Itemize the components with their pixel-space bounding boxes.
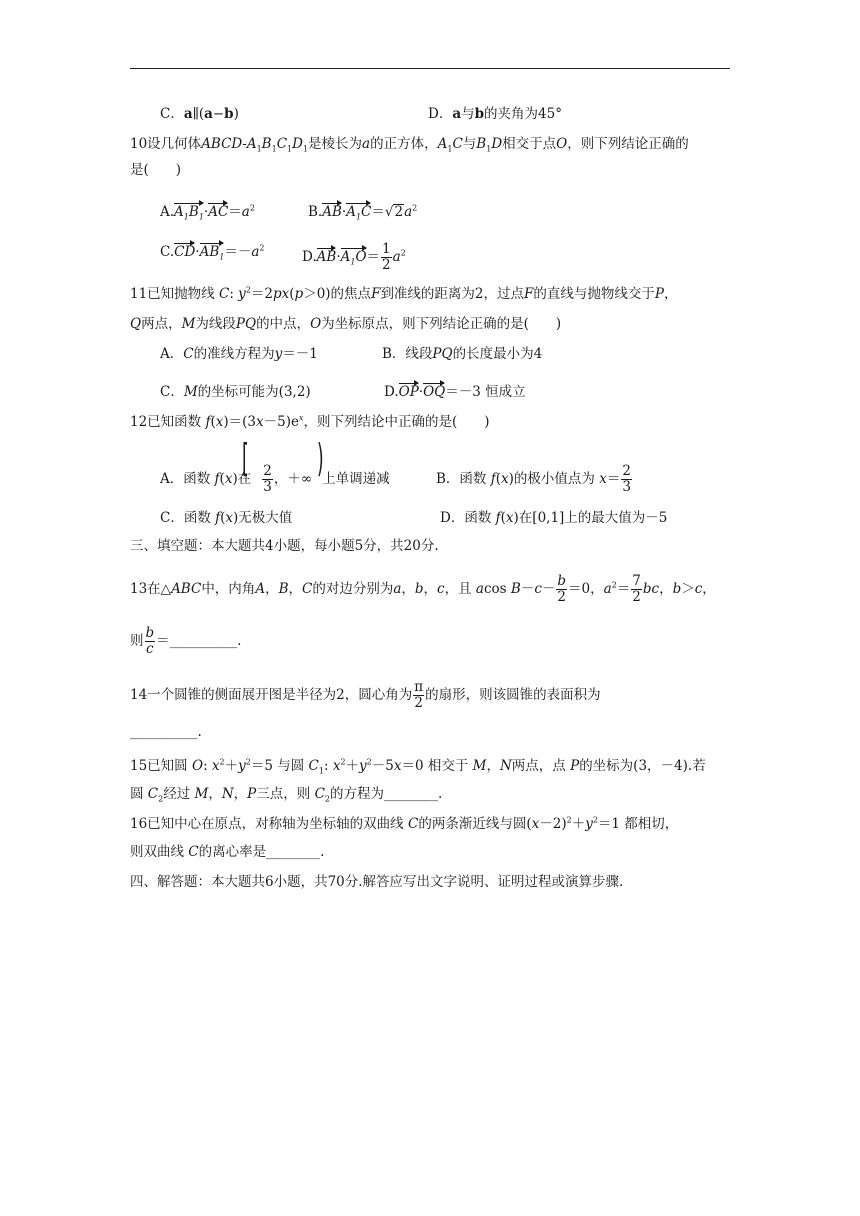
q10-option-c: $C.CD\cdot AB_1=-a^2$: [160, 243, 265, 262]
q10-stem-line2: 是( ): [130, 162, 182, 178]
q14-stem-line2: __________.: [130, 724, 202, 740]
q9-option-d: D．a与b的夹角为45°: [428, 106, 562, 122]
q12-option-a: A．函数 f(x)在 $\frac{2}{3}$ ，＋∞ 上单调递减: [160, 463, 390, 495]
q11-stem-line1: 11已知抛物线 C: $y^2=2px(p>0)$的焦点F到准线的距离为2，过点F的直线与抛物线交于P，: [130, 285, 678, 302]
q10-option-b: $B.AB\cdot A_1C=√2a^2$: [308, 203, 418, 222]
section-3-heading: 三、填空题：本大题共4小题，每小题5分，共20分.: [130, 538, 439, 554]
q11-option-a: A．C的准线方程为y＝－1: [160, 346, 318, 362]
q11-stem-line2: Q两点，M为线段PQ的中点，O为坐标原点，则下列结论正确的是( ): [130, 316, 562, 332]
q12-option-d: D．函数 f(x)在[0,1]上的最大值为－5: [440, 510, 668, 526]
q12-option-b: B．函数 f(x)的极小值点为 x＝ $\frac{2}{3}$: [436, 463, 631, 495]
q12-bracket-left: [: [242, 436, 249, 480]
q12-stem: 12已知函数 $f(x)=(3x-5)e^x$，则下列结论中正确的是( ): [130, 413, 490, 430]
q13-stem-line2: 则 $\frac{b}{c}$ ＝__________.: [130, 625, 242, 657]
q12-option-c: C．函数 f(x)无极大值: [160, 510, 293, 526]
q16-stem-line2: 则双曲线 C的离心率是________.: [130, 844, 325, 860]
q13-stem-line1: 13在△ABC中，内角A，B，C的对边分别为a，b，c，且 acos B－c－ $\frac{b}{2}$ ＝0，$a^2=$ $\frac{7}{2}$ bc，b＞c，: [130, 573, 716, 605]
section-4-heading: 四、解答题：本大题共6小题，共70分.解答应写出文字说明、证明过程或演算步骤.: [130, 874, 624, 890]
q10-stem-line1: 10设几何体ABCD-$A_1B_1C_1D_1$是棱长为a的正方体，$A_1C$与$B_1D$相交于点O，则下列结论正确的: [130, 136, 689, 154]
q11-option-b: B．线段PQ的长度最小为4: [382, 346, 543, 362]
q15-stem-line1: 15已知圆 O: $x^2+y^2=5$ 与圆 $C_1$: $x^2+y^2-5x=0$ 相交于 M，N两点，点 P的坐标为(3，－4).若: [130, 757, 706, 776]
q10-option-d: $D.AB\cdot A_1O=$ $\frac{1}{2}$ $a^2$: [302, 241, 406, 273]
q11-option-d: D.OP·OQ＝－3 恒成立: [384, 384, 526, 400]
q9-option-c: C．a∥(a−b): [160, 106, 239, 122]
q12-bracket-right: ): [317, 436, 324, 480]
q15-stem-line2: 圆 $C_2$经过 M，N，P三点，则 $C_2$的方程为________.: [130, 786, 443, 804]
q16-stem-line1: 16已知中心在原点，对称轴为坐标轴的双曲线 C的两条渐近线与圆$(x-2)^2+y^2=1$ 都相切，: [130, 815, 679, 832]
q11-option-c: C．M的坐标可能为(3,2): [160, 384, 311, 400]
q10-option-a: $A.A_1B_1\cdot AC=a^2$: [160, 203, 255, 222]
header-rule: [130, 68, 730, 69]
q14-stem-line1: 14一个圆锥的侧面展开图是半径为2，圆心角为 $\frac{\pi}{2}$ 的扇形，则该圆锥的表面积为: [130, 679, 601, 711]
